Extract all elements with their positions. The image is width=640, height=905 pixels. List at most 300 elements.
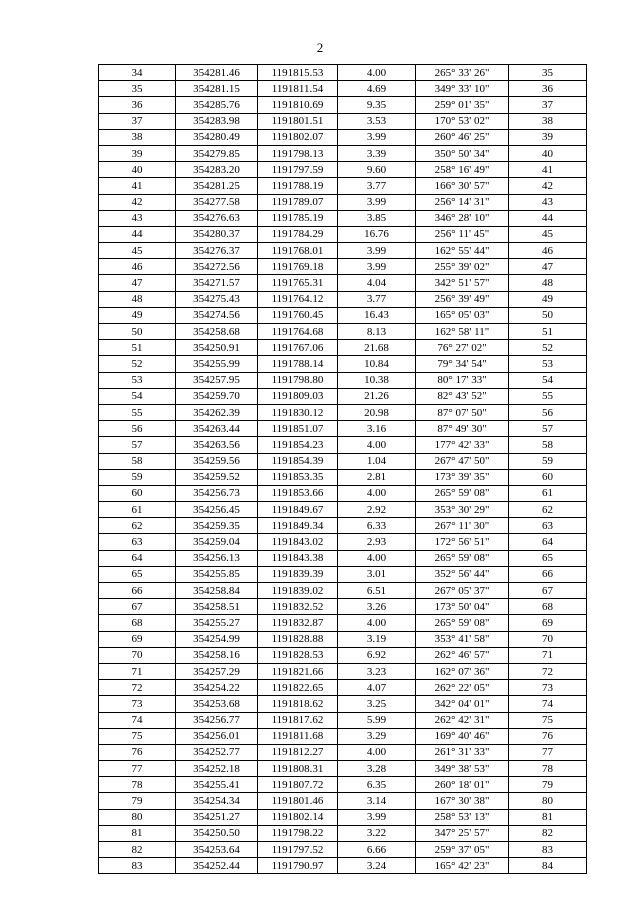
bearing-cell: 342° 51' 57" <box>416 275 509 291</box>
point-number-cell: 73 <box>99 696 176 712</box>
bearing-cell: 167° 30' 38" <box>416 793 509 809</box>
distance-cell: 3.53 <box>338 113 416 129</box>
table-row <box>99 291 587 307</box>
point-number-cell: 38 <box>99 129 176 145</box>
y-coordinate-cell: 1191807.72 <box>258 777 338 793</box>
distance-cell: 4.00 <box>338 65 416 81</box>
distance-cell: 3.77 <box>338 178 416 194</box>
bearing-cell: 162° 07' 36" <box>416 663 509 679</box>
x-coordinate-cell: 354276.63 <box>176 210 258 226</box>
x-coordinate-cell: 354258.51 <box>176 599 258 615</box>
table-row <box>99 728 587 744</box>
next-point-cell: 69 <box>509 615 587 631</box>
y-coordinate-cell: 1191853.66 <box>258 485 338 501</box>
next-point-cell: 52 <box>509 340 587 356</box>
x-coordinate-cell: 354263.56 <box>176 437 258 453</box>
table-row <box>99 550 587 566</box>
distance-cell: 8.13 <box>338 324 416 340</box>
y-coordinate-cell: 1191764.12 <box>258 291 338 307</box>
table-row <box>99 259 587 275</box>
distance-cell: 3.19 <box>338 631 416 647</box>
y-coordinate-cell: 1191789.07 <box>258 194 338 210</box>
y-coordinate-cell: 1191821.66 <box>258 663 338 679</box>
bearing-cell: 267° 47' 50" <box>416 453 509 469</box>
bearing-cell: 256° 14' 31" <box>416 194 509 210</box>
y-coordinate-cell: 1191812.27 <box>258 744 338 760</box>
x-coordinate-cell: 354259.52 <box>176 469 258 485</box>
y-coordinate-cell: 1191854.23 <box>258 437 338 453</box>
bearing-cell: 258° 16' 49" <box>416 162 509 178</box>
distance-cell: 3.99 <box>338 259 416 275</box>
y-coordinate-cell: 1191815.53 <box>258 65 338 81</box>
bearing-cell: 265° 33' 26" <box>416 65 509 81</box>
next-point-cell: 64 <box>509 534 587 550</box>
x-coordinate-cell: 354263.44 <box>176 421 258 437</box>
distance-cell: 4.07 <box>338 680 416 696</box>
point-number-cell: 68 <box>99 615 176 631</box>
bearing-cell: 346° 28' 10" <box>416 210 509 226</box>
bearing-cell: 265° 59' 08" <box>416 615 509 631</box>
next-point-cell: 84 <box>509 858 587 874</box>
y-coordinate-cell: 1191769.18 <box>258 259 338 275</box>
next-point-cell: 51 <box>509 324 587 340</box>
point-number-cell: 45 <box>99 243 176 259</box>
bearing-cell: 173° 39' 35" <box>416 469 509 485</box>
table-row <box>99 502 587 518</box>
next-point-cell: 42 <box>509 178 587 194</box>
x-coordinate-cell: 354252.44 <box>176 858 258 874</box>
table-row <box>99 356 587 372</box>
next-point-cell: 43 <box>509 194 587 210</box>
distance-cell: 3.99 <box>338 243 416 259</box>
table-row <box>99 469 587 485</box>
bearing-cell: 80° 17' 33" <box>416 372 509 388</box>
y-coordinate-cell: 1191802.14 <box>258 809 338 825</box>
bearing-cell: 256° 39' 49" <box>416 291 509 307</box>
table-row <box>99 825 587 841</box>
point-number-cell: 75 <box>99 728 176 744</box>
bearing-cell: 267° 05' 37" <box>416 583 509 599</box>
distance-cell: 6.66 <box>338 842 416 858</box>
table-row <box>99 858 587 874</box>
distance-cell: 10.84 <box>338 356 416 372</box>
next-point-cell: 59 <box>509 453 587 469</box>
distance-cell: 4.04 <box>338 275 416 291</box>
table-row <box>99 534 587 550</box>
next-point-cell: 53 <box>509 356 587 372</box>
next-point-cell: 48 <box>509 275 587 291</box>
y-coordinate-cell: 1191808.31 <box>258 761 338 777</box>
x-coordinate-cell: 354280.37 <box>176 226 258 242</box>
x-coordinate-cell: 354257.95 <box>176 372 258 388</box>
point-number-cell: 40 <box>99 162 176 178</box>
distance-cell: 6.33 <box>338 518 416 534</box>
bearing-cell: 170° 53' 02" <box>416 113 509 129</box>
point-number-cell: 70 <box>99 647 176 663</box>
table-row <box>99 404 587 420</box>
table-row <box>99 307 587 323</box>
x-coordinate-cell: 354285.76 <box>176 97 258 113</box>
table-row <box>99 275 587 291</box>
bearing-cell: 162° 58' 11" <box>416 324 509 340</box>
distance-cell: 4.00 <box>338 550 416 566</box>
bearing-cell: 262° 22' 05" <box>416 680 509 696</box>
next-point-cell: 65 <box>509 550 587 566</box>
page-number: 2 <box>316 40 324 55</box>
x-coordinate-cell: 354251.27 <box>176 809 258 825</box>
y-coordinate-cell: 1191798.13 <box>258 145 338 161</box>
x-coordinate-cell: 354258.84 <box>176 583 258 599</box>
distance-cell: 3.14 <box>338 793 416 809</box>
x-coordinate-cell: 354259.04 <box>176 534 258 550</box>
bearing-cell: 350° 50' 34" <box>416 145 509 161</box>
distance-cell: 1.04 <box>338 453 416 469</box>
bearing-cell: 165° 42' 23" <box>416 858 509 874</box>
bearing-cell: 262° 46' 57" <box>416 647 509 663</box>
point-number-cell: 51 <box>99 340 176 356</box>
distance-cell: 4.00 <box>338 485 416 501</box>
next-point-cell: 41 <box>509 162 587 178</box>
table-row <box>99 680 587 696</box>
point-number-cell: 74 <box>99 712 176 728</box>
y-coordinate-cell: 1191784.29 <box>258 226 338 242</box>
distance-cell: 3.99 <box>338 194 416 210</box>
point-number-cell: 39 <box>99 145 176 161</box>
y-coordinate-cell: 1191767.06 <box>258 340 338 356</box>
point-number-cell: 77 <box>99 761 176 777</box>
y-coordinate-cell: 1191811.54 <box>258 81 338 97</box>
y-coordinate-cell: 1191854.39 <box>258 453 338 469</box>
bearing-cell: 256° 11' 45" <box>416 226 509 242</box>
distance-cell: 16.43 <box>338 307 416 323</box>
x-coordinate-cell: 354279.85 <box>176 145 258 161</box>
x-coordinate-cell: 354283.98 <box>176 113 258 129</box>
next-point-cell: 63 <box>509 518 587 534</box>
point-number-cell: 71 <box>99 663 176 679</box>
table-row <box>99 809 587 825</box>
point-number-cell: 65 <box>99 566 176 582</box>
distance-cell: 2.81 <box>338 469 416 485</box>
bearing-cell: 259° 01' 35" <box>416 97 509 113</box>
x-coordinate-cell: 354253.64 <box>176 842 258 858</box>
bearing-cell: 173° 50' 04" <box>416 599 509 615</box>
point-number-cell: 53 <box>99 372 176 388</box>
table-row <box>99 388 587 404</box>
next-point-cell: 58 <box>509 437 587 453</box>
point-number-cell: 78 <box>99 777 176 793</box>
x-coordinate-cell: 354283.20 <box>176 162 258 178</box>
next-point-cell: 45 <box>509 226 587 242</box>
point-number-cell: 79 <box>99 793 176 809</box>
y-coordinate-cell: 1191768.01 <box>258 243 338 259</box>
y-coordinate-cell: 1191788.14 <box>258 356 338 372</box>
y-coordinate-cell: 1191809.03 <box>258 388 338 404</box>
y-coordinate-cell: 1191817.62 <box>258 712 338 728</box>
bearing-cell: 261° 31' 33" <box>416 744 509 760</box>
distance-cell: 3.99 <box>338 809 416 825</box>
x-coordinate-cell: 354250.91 <box>176 340 258 356</box>
distance-cell: 3.26 <box>338 599 416 615</box>
point-number-cell: 41 <box>99 178 176 194</box>
x-coordinate-cell: 354256.45 <box>176 502 258 518</box>
next-point-cell: 47 <box>509 259 587 275</box>
next-point-cell: 39 <box>509 129 587 145</box>
y-coordinate-cell: 1191765.31 <box>258 275 338 291</box>
bearing-cell: 342° 04' 01" <box>416 696 509 712</box>
distance-cell: 21.68 <box>338 340 416 356</box>
coordinates-table-body <box>99 65 587 874</box>
y-coordinate-cell: 1191801.51 <box>258 113 338 129</box>
y-coordinate-cell: 1191764.68 <box>258 324 338 340</box>
distance-cell: 3.77 <box>338 291 416 307</box>
bearing-cell: 353° 30' 29" <box>416 502 509 518</box>
table-row <box>99 324 587 340</box>
point-number-cell: 37 <box>99 113 176 129</box>
distance-cell: 4.69 <box>338 81 416 97</box>
point-number-cell: 36 <box>99 97 176 113</box>
next-point-cell: 49 <box>509 291 587 307</box>
bearing-cell: 172° 56' 51" <box>416 534 509 550</box>
y-coordinate-cell: 1191801.46 <box>258 793 338 809</box>
next-point-cell: 44 <box>509 210 587 226</box>
bearing-cell: 349° 33' 10" <box>416 81 509 97</box>
y-coordinate-cell: 1191797.52 <box>258 842 338 858</box>
bearing-cell: 169° 40' 46" <box>416 728 509 744</box>
point-number-cell: 81 <box>99 825 176 841</box>
distance-cell: 5.99 <box>338 712 416 728</box>
table-row <box>99 453 587 469</box>
bearing-cell: 353° 41' 58" <box>416 631 509 647</box>
point-number-cell: 47 <box>99 275 176 291</box>
bearing-cell: 260° 46' 25" <box>416 129 509 145</box>
y-coordinate-cell: 1191810.69 <box>258 97 338 113</box>
point-number-cell: 66 <box>99 583 176 599</box>
point-number-cell: 42 <box>99 194 176 210</box>
bearing-cell: 87° 07' 50" <box>416 404 509 420</box>
next-point-cell: 80 <box>509 793 587 809</box>
x-coordinate-cell: 354255.85 <box>176 566 258 582</box>
table-row <box>99 340 587 356</box>
x-coordinate-cell: 354253.68 <box>176 696 258 712</box>
x-coordinate-cell: 354277.58 <box>176 194 258 210</box>
point-number-cell: 63 <box>99 534 176 550</box>
table-row <box>99 178 587 194</box>
bearing-cell: 265° 59' 08" <box>416 550 509 566</box>
next-point-cell: 60 <box>509 469 587 485</box>
coordinates-table <box>98 64 587 874</box>
bearing-cell: 166° 30' 57" <box>416 178 509 194</box>
table-row <box>99 761 587 777</box>
y-coordinate-cell: 1191849.67 <box>258 502 338 518</box>
x-coordinate-cell: 354255.27 <box>176 615 258 631</box>
distance-cell: 3.23 <box>338 663 416 679</box>
bearing-cell: 165° 05' 03" <box>416 307 509 323</box>
next-point-cell: 74 <box>509 696 587 712</box>
y-coordinate-cell: 1191839.02 <box>258 583 338 599</box>
next-point-cell: 76 <box>509 728 587 744</box>
next-point-cell: 62 <box>509 502 587 518</box>
next-point-cell: 79 <box>509 777 587 793</box>
bearing-cell: 76° 27' 02" <box>416 340 509 356</box>
distance-cell: 3.39 <box>338 145 416 161</box>
x-coordinate-cell: 354262.39 <box>176 404 258 420</box>
point-number-cell: 80 <box>99 809 176 825</box>
x-coordinate-cell: 354250.50 <box>176 825 258 841</box>
x-coordinate-cell: 354274.56 <box>176 307 258 323</box>
y-coordinate-cell: 1191760.45 <box>258 307 338 323</box>
point-number-cell: 67 <box>99 599 176 615</box>
point-number-cell: 34 <box>99 65 176 81</box>
x-coordinate-cell: 354256.77 <box>176 712 258 728</box>
point-number-cell: 55 <box>99 404 176 420</box>
x-coordinate-cell: 354256.13 <box>176 550 258 566</box>
distance-cell: 3.01 <box>338 566 416 582</box>
table-row <box>99 631 587 647</box>
point-number-cell: 57 <box>99 437 176 453</box>
table-row <box>99 437 587 453</box>
bearing-cell: 352° 56' 44" <box>416 566 509 582</box>
bearing-cell: 262° 42' 31" <box>416 712 509 728</box>
table-row <box>99 421 587 437</box>
y-coordinate-cell: 1191802.07 <box>258 129 338 145</box>
next-point-cell: 77 <box>509 744 587 760</box>
point-number-cell: 76 <box>99 744 176 760</box>
bearing-cell: 265° 59' 08" <box>416 485 509 501</box>
table-row <box>99 81 587 97</box>
table-row <box>99 226 587 242</box>
x-coordinate-cell: 354259.56 <box>176 453 258 469</box>
bearing-cell: 162° 55' 44" <box>416 243 509 259</box>
table-row <box>99 566 587 582</box>
distance-cell: 3.16 <box>338 421 416 437</box>
x-coordinate-cell: 354254.22 <box>176 680 258 696</box>
point-number-cell: 46 <box>99 259 176 275</box>
distance-cell: 6.51 <box>338 583 416 599</box>
point-number-cell: 44 <box>99 226 176 242</box>
x-coordinate-cell: 354275.43 <box>176 291 258 307</box>
x-coordinate-cell: 354258.68 <box>176 324 258 340</box>
next-point-cell: 40 <box>509 145 587 161</box>
y-coordinate-cell: 1191785.19 <box>258 210 338 226</box>
distance-cell: 3.25 <box>338 696 416 712</box>
table-row <box>99 777 587 793</box>
table-row <box>99 842 587 858</box>
y-coordinate-cell: 1191798.80 <box>258 372 338 388</box>
y-coordinate-cell: 1191797.59 <box>258 162 338 178</box>
y-coordinate-cell: 1191832.52 <box>258 599 338 615</box>
distance-cell: 6.35 <box>338 777 416 793</box>
next-point-cell: 54 <box>509 372 587 388</box>
y-coordinate-cell: 1191843.02 <box>258 534 338 550</box>
x-coordinate-cell: 354256.01 <box>176 728 258 744</box>
next-point-cell: 78 <box>509 761 587 777</box>
point-number-cell: 83 <box>99 858 176 874</box>
y-coordinate-cell: 1191822.65 <box>258 680 338 696</box>
x-coordinate-cell: 354254.99 <box>176 631 258 647</box>
table-row <box>99 97 587 113</box>
x-coordinate-cell: 354259.70 <box>176 388 258 404</box>
bearing-cell: 255° 39' 02" <box>416 259 509 275</box>
distance-cell: 9.60 <box>338 162 416 178</box>
table-row <box>99 372 587 388</box>
next-point-cell: 61 <box>509 485 587 501</box>
x-coordinate-cell: 354280.49 <box>176 129 258 145</box>
y-coordinate-cell: 1191818.62 <box>258 696 338 712</box>
table-row <box>99 663 587 679</box>
table-row <box>99 696 587 712</box>
point-number-cell: 35 <box>99 81 176 97</box>
table-row <box>99 162 587 178</box>
table-row <box>99 485 587 501</box>
distance-cell: 21.26 <box>338 388 416 404</box>
table-row <box>99 599 587 615</box>
distance-cell: 3.28 <box>338 761 416 777</box>
table-row <box>99 194 587 210</box>
distance-cell: 20.98 <box>338 404 416 420</box>
distance-cell: 4.00 <box>338 437 416 453</box>
table-row <box>99 518 587 534</box>
next-point-cell: 36 <box>509 81 587 97</box>
point-number-cell: 49 <box>99 307 176 323</box>
x-coordinate-cell: 354281.15 <box>176 81 258 97</box>
x-coordinate-cell: 354281.46 <box>176 65 258 81</box>
distance-cell: 10.38 <box>338 372 416 388</box>
x-coordinate-cell: 354252.18 <box>176 761 258 777</box>
table-row <box>99 113 587 129</box>
y-coordinate-cell: 1191853.35 <box>258 469 338 485</box>
distance-cell: 4.00 <box>338 615 416 631</box>
y-coordinate-cell: 1191798.22 <box>258 825 338 841</box>
y-coordinate-cell: 1191849.34 <box>258 518 338 534</box>
distance-cell: 9.35 <box>338 97 416 113</box>
y-coordinate-cell: 1191851.07 <box>258 421 338 437</box>
distance-cell: 3.99 <box>338 129 416 145</box>
y-coordinate-cell: 1191828.88 <box>258 631 338 647</box>
y-coordinate-cell: 1191843.38 <box>258 550 338 566</box>
x-coordinate-cell: 354255.99 <box>176 356 258 372</box>
x-coordinate-cell: 354252.77 <box>176 744 258 760</box>
point-number-cell: 60 <box>99 485 176 501</box>
point-number-cell: 43 <box>99 210 176 226</box>
point-number-cell: 61 <box>99 502 176 518</box>
next-point-cell: 71 <box>509 647 587 663</box>
point-number-cell: 58 <box>99 453 176 469</box>
point-number-cell: 56 <box>99 421 176 437</box>
next-point-cell: 75 <box>509 712 587 728</box>
x-coordinate-cell: 354255.41 <box>176 777 258 793</box>
point-number-cell: 62 <box>99 518 176 534</box>
next-point-cell: 57 <box>509 421 587 437</box>
y-coordinate-cell: 1191828.53 <box>258 647 338 663</box>
x-coordinate-cell: 354259.35 <box>176 518 258 534</box>
point-number-cell: 52 <box>99 356 176 372</box>
bearing-cell: 79° 34' 54" <box>416 356 509 372</box>
next-point-cell: 70 <box>509 631 587 647</box>
next-point-cell: 50 <box>509 307 587 323</box>
point-number-cell: 82 <box>99 842 176 858</box>
bearing-cell: 267° 11' 30" <box>416 518 509 534</box>
bearing-cell: 258° 53' 13" <box>416 809 509 825</box>
x-coordinate-cell: 354256.73 <box>176 485 258 501</box>
next-point-cell: 82 <box>509 825 587 841</box>
bearing-cell: 82° 43' 52" <box>416 388 509 404</box>
y-coordinate-cell: 1191811.68 <box>258 728 338 744</box>
y-coordinate-cell: 1191832.87 <box>258 615 338 631</box>
table-row <box>99 145 587 161</box>
y-coordinate-cell: 1191790.97 <box>258 858 338 874</box>
distance-cell: 2.93 <box>338 534 416 550</box>
next-point-cell: 56 <box>509 404 587 420</box>
